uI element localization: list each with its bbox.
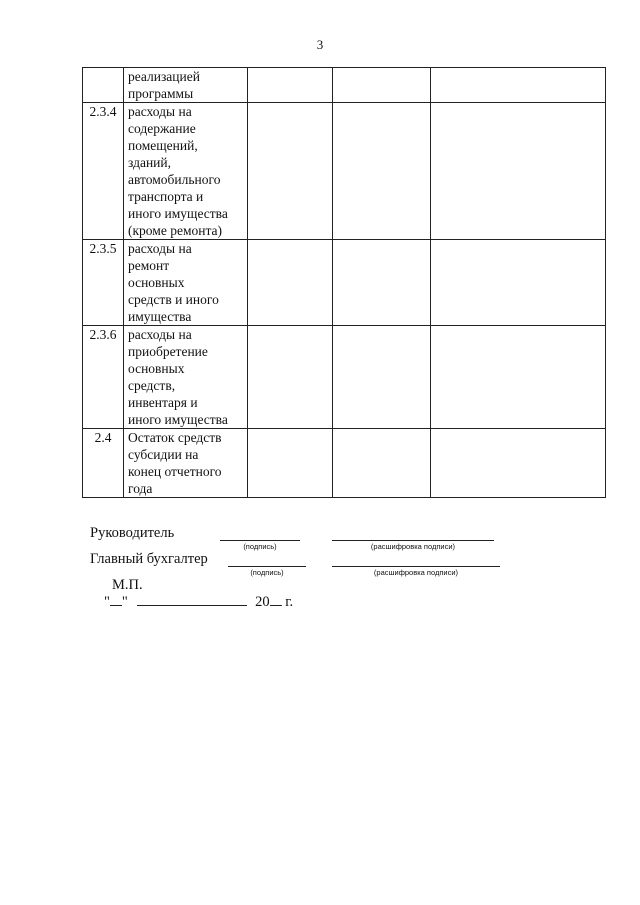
stamp-label: М.П.	[112, 577, 143, 593]
accountant-label: Главный бухгалтер	[90, 551, 208, 567]
accountant-signature-line[interactable]	[228, 566, 306, 567]
day-blank[interactable]	[110, 605, 122, 606]
row-description: расходы на содержание помещений, зданий, автомобильного транспорта и иного имущества (кроме ремонта)	[124, 103, 248, 240]
accountant-decode-hint: (расшифровка подписи)	[373, 568, 459, 577]
row-description: реализацией программы	[124, 68, 248, 103]
report-table	[82, 67, 606, 498]
row-number: 2.4	[83, 429, 124, 498]
value-cell[interactable]	[333, 68, 431, 103]
head-signature-line[interactable]	[220, 540, 300, 541]
head-label: Руководитель	[90, 525, 175, 541]
row-description: Остаток средств субсидии на конец отчетного года	[124, 429, 248, 498]
row-number	[83, 68, 124, 103]
value-cell[interactable]	[248, 240, 333, 326]
table-row	[83, 103, 606, 240]
year-suffix: г.	[285, 594, 294, 610]
value-cell[interactable]	[431, 68, 606, 103]
head-decode-line[interactable]	[332, 540, 494, 541]
value-cell[interactable]	[431, 429, 606, 498]
row-number: 2.3.5	[83, 240, 124, 326]
value-cell[interactable]	[248, 68, 333, 103]
head-signature-hint: (подпись)	[243, 542, 277, 551]
page-number: 3	[316, 37, 324, 52]
value-cell[interactable]	[431, 240, 606, 326]
row-description: расходы на ремонт основных средств и иного имущества	[124, 240, 248, 326]
accountant-decode-line[interactable]	[332, 566, 500, 567]
table-row	[83, 240, 606, 326]
value-cell[interactable]	[333, 240, 431, 326]
year-blank[interactable]	[270, 605, 282, 606]
value-cell[interactable]	[248, 326, 333, 429]
year-prefix: 20	[255, 594, 270, 610]
accountant-signature-hint: (подпись)	[250, 568, 284, 577]
date-open-quote: "	[104, 594, 110, 610]
value-cell[interactable]	[431, 103, 606, 240]
date-row	[104, 594, 293, 611]
row-number: 2.3.4	[83, 103, 124, 240]
value-cell[interactable]	[431, 326, 606, 429]
value-cell[interactable]	[333, 103, 431, 240]
value-cell[interactable]	[248, 103, 333, 240]
date-close-quote: "	[121, 594, 128, 610]
month-blank[interactable]	[137, 605, 247, 606]
table-row	[83, 429, 606, 498]
head-decode-hint: (расшифровка подписи)	[370, 542, 456, 551]
table-row	[83, 326, 606, 429]
row-number: 2.3.6	[83, 326, 124, 429]
value-cell[interactable]	[333, 326, 431, 429]
value-cell[interactable]	[333, 429, 431, 498]
table-row	[83, 68, 606, 103]
value-cell[interactable]	[248, 429, 333, 498]
row-description: расходы на приобретение основных средств, инвентаря и иного имущества	[124, 326, 248, 429]
